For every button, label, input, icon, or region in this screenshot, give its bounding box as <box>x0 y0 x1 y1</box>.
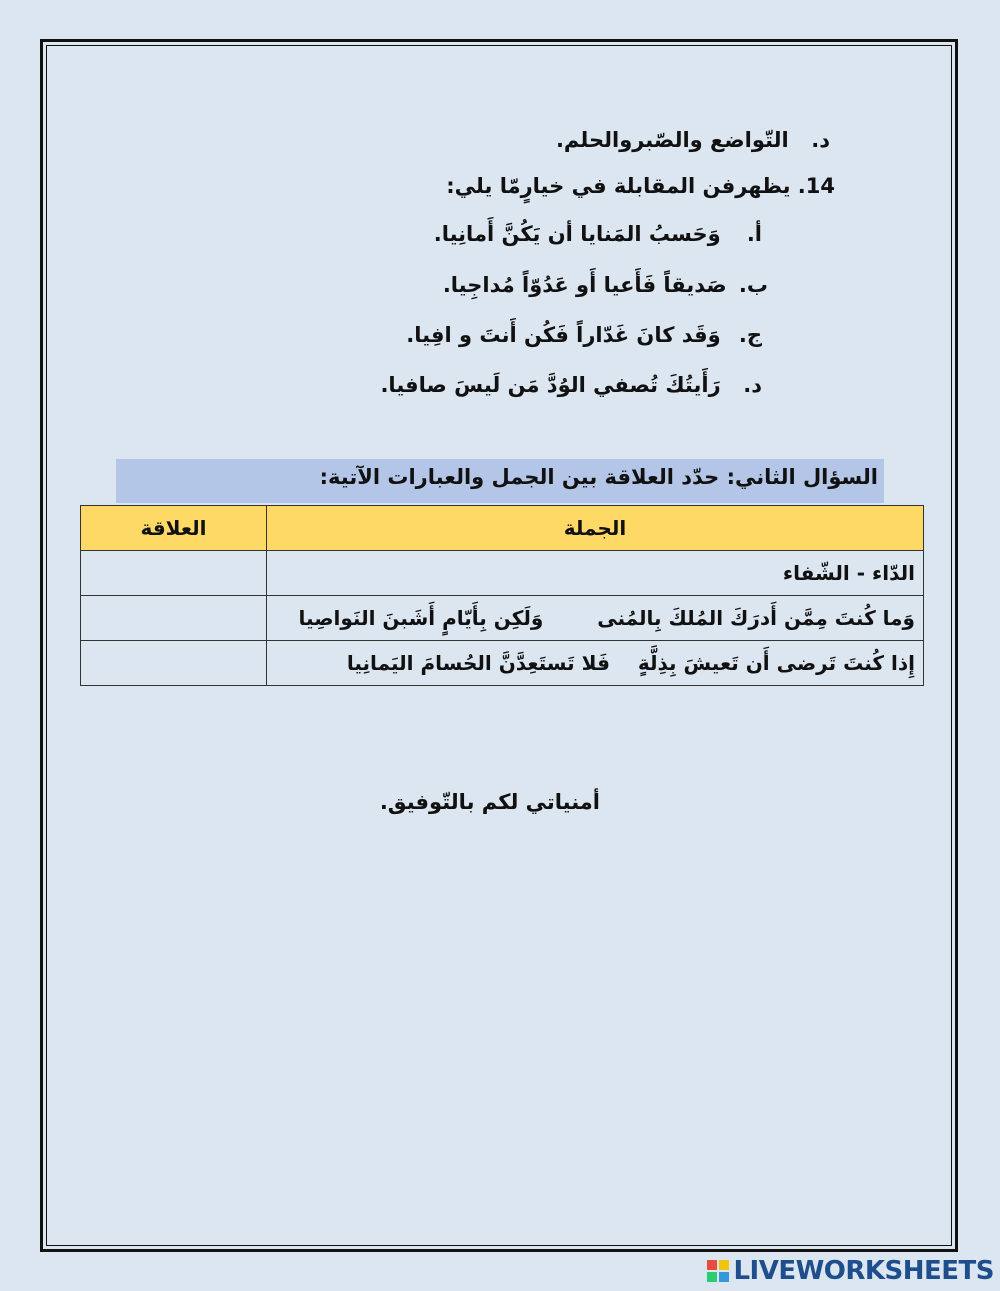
question-2-title: السؤال الثاني: حدّد العلاقة بين الجمل والعبارات الآتية: <box>116 459 884 503</box>
logo-text: LIVEWORKSHEETS <box>733 1256 994 1286</box>
sentence-cell <box>267 641 924 686</box>
logo-box-icon <box>719 1272 729 1282</box>
sentence-text: الدّاء - الشّفاء <box>782 561 915 585</box>
verse-second-hemistich: فَلا تَستَعِدَّنَّ الحُسامَ اليَمانِيا <box>346 651 610 675</box>
option-label: د. <box>811 128 830 152</box>
option-c <box>406 323 762 347</box>
closing-wish: أمنياتي لكم بالتّوفيق. <box>379 790 600 814</box>
option-text: وَحَسبُ المَنايا أن يَكُنَّ أَمانِيا. <box>433 222 721 246</box>
option-b <box>443 273 768 297</box>
header-relation: العلاقة <box>81 506 267 551</box>
table-row <box>81 596 924 641</box>
table-row <box>81 551 924 596</box>
question-14 <box>446 174 835 198</box>
sentence-cell <box>267 551 924 596</box>
relation-table <box>80 505 924 686</box>
verse-first-hemistich: وَما كُنتَ مِمَّن أَدرَكَ المُلكَ بِالمُنى <box>597 606 915 630</box>
logo-box-icon <box>707 1272 717 1282</box>
option-a <box>434 222 762 246</box>
option-text: رَأَيتُكَ تُصفي الوُدَّ مَن لَيسَ صافيا. <box>380 373 721 397</box>
option-d <box>380 373 762 397</box>
verse-first-hemistich: إِذا كُنتَ تَرضى أَن تَعيشَ بِذِلَّةٍ <box>637 651 915 675</box>
liveworksheets-logo[interactable] <box>707 1255 994 1287</box>
relation-answer-cell[interactable] <box>81 551 267 596</box>
table-header-row <box>81 506 924 551</box>
table-row <box>81 641 924 686</box>
relation-answer-cell[interactable] <box>81 641 267 686</box>
question-prompt: يظهرفن المقابلة في خيارٍمّا يلي: <box>446 174 791 198</box>
option-text: صَديقاً فَأَعيا أَو عَدُوّاً مُداجِيا. <box>442 273 727 297</box>
option-label: أ. <box>746 222 762 246</box>
sentence-cell <box>267 596 924 641</box>
logo-icon <box>707 1260 729 1282</box>
header-sentence: الجملة <box>267 506 924 551</box>
verse-second-hemistich: وَلَكِن بِأَيّامٍ أَشَبنَ النَواصِيا <box>298 606 544 630</box>
logo-box-icon <box>707 1260 717 1270</box>
option-text: التّواضع والصّبروالحلم. <box>555 128 789 152</box>
option-label: د. <box>743 373 762 397</box>
option-label: ب. <box>738 273 768 297</box>
logo-box-icon <box>719 1260 729 1270</box>
relation-answer-cell[interactable] <box>81 596 267 641</box>
question-number: 14. <box>797 174 835 198</box>
option-label: ج. <box>738 323 762 347</box>
option-text: وَقَد كانَ غَدّاراً فَكُن أَنتَ و افِيا. <box>406 323 721 347</box>
option-d-previous <box>556 128 830 152</box>
